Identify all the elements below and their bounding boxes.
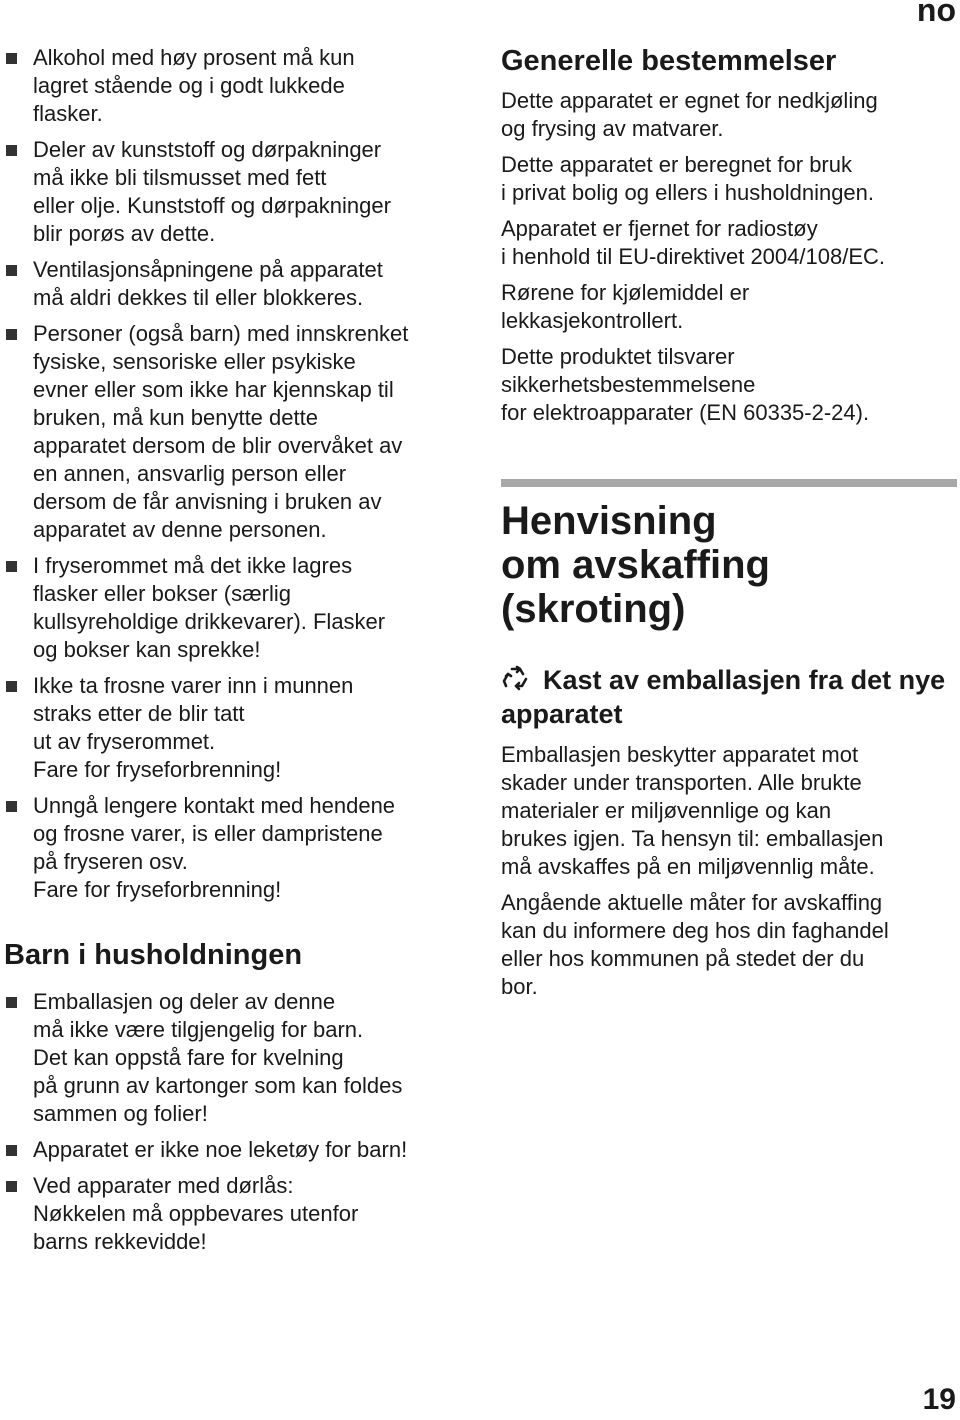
packaging-paragraph: Emballasjen beskytter apparatet mot skader under transporten. Alle brukte materialer er miljøvennlige og kan brukes igjen. Ta hensyn til: emballasjen må avskaffes på en miljøvennlig måte. bbox=[501, 742, 884, 879]
language-code: no bbox=[916, 0, 956, 28]
bullet-square-icon bbox=[6, 681, 17, 692]
children-list bbox=[4, 988, 464, 1256]
list-item-text: Ventilasjonsåpningene på apparatet må aldri dekkes til eller blokkeres. bbox=[33, 257, 383, 310]
list-item bbox=[4, 320, 464, 544]
list-item-text: Apparatet er ikke noe leketøy for barn! bbox=[33, 1137, 408, 1162]
bullet-square-icon bbox=[6, 997, 17, 1008]
bullet-square-icon bbox=[6, 145, 17, 156]
bullet-square-icon bbox=[6, 561, 17, 572]
right-column bbox=[501, 44, 957, 1009]
packaging-paragraph: Angående aktuelle måter for avskaffing kan du informere deg hos din faghandel eller hos kommunen på stedet der du bor. bbox=[501, 890, 889, 999]
list-item-text: Alkohol med høy prosent må kun lagret stående og i godt lukkede flasker. bbox=[33, 45, 355, 126]
general-paragraph: Rørene for kjølemiddel er lekkasjekontrollert. bbox=[501, 280, 750, 333]
general-paragraph: Apparatet er fjernet for radiostøy i henhold til EU-direktivet 2004/108/EC. bbox=[501, 216, 885, 269]
page-number: 19 bbox=[922, 1383, 956, 1416]
children-heading: Barn i husholdningen bbox=[4, 939, 303, 971]
list-item bbox=[4, 988, 464, 1128]
list-item bbox=[4, 136, 464, 248]
list-item-text: Ved apparater med dørlås: Nøkkelen må oppbevares utenfor barns rekkevidde! bbox=[33, 1173, 359, 1254]
list-item-text: I fryserommet må det ikke lagres flasker eller bokser (særlig kullsyreholdige drikkevarer). Flasker og bokser kan sprekke! bbox=[33, 553, 386, 662]
bullet-square-icon bbox=[6, 329, 17, 340]
list-item bbox=[4, 1172, 464, 1256]
list-item-text: Unngå lengere kontakt med hendene og frosne varer, is eller dampristene på fryseren osv. Fare for fryseforbrenning! bbox=[33, 793, 396, 902]
recycle-icon bbox=[501, 664, 531, 694]
list-item bbox=[4, 1136, 464, 1164]
bullet-square-icon bbox=[6, 265, 17, 276]
list-item-text: Emballasjen og deler av denne må ikke være tilgjengelig for barn. Det kan oppstå fare for kvelning på grunn av kartonger som kan foldes sammen og folier! bbox=[33, 989, 403, 1126]
left-column bbox=[4, 44, 464, 1264]
list-item bbox=[4, 256, 464, 312]
general-paragraph: Dette produktet tilsvarer sikkerhetsbestemmelsene for elektroapparater (EN 60335-2-24). bbox=[501, 344, 870, 425]
list-item-text: Ikke ta frosne varer inn i munnen straks etter de blir tatt ut av fryserommet. Fare for fryseforbrenning! bbox=[33, 673, 354, 782]
general-paragraph: Dette apparatet er beregnet for bruk i privat bolig og ellers i husholdningen. bbox=[501, 152, 875, 205]
list-item-text: Personer (også barn) med innskrenket fysiske, sensoriske eller psykiske evner eller som ikke har kjennskap til bruken, må kun benytte dette apparatet dersom de blir overvåket av en annen, ansvarlig person eller dersom de får anvisning i bruken av apparatet av denne personen. bbox=[33, 321, 409, 542]
general-paragraph: Dette apparatet er egnet for nedkjøling og frysing av matvarer. bbox=[501, 88, 878, 141]
list-item bbox=[4, 792, 464, 904]
list-item-text: Deler av kunststoff og dørpakninger må ikke bli tilsmusset med fett eller olje. Kunststoff og dørpakninger blir porøs av dette. bbox=[33, 137, 391, 246]
packaging-heading: Kast av emballasjen fra det nye apparatet bbox=[501, 665, 946, 729]
general-heading: Generelle bestemmelser bbox=[501, 45, 837, 77]
list-item bbox=[4, 672, 464, 784]
section-divider bbox=[501, 479, 957, 487]
bullet-square-icon bbox=[6, 1145, 17, 1156]
safety-warnings-list bbox=[4, 44, 464, 904]
disposal-heading: Henvisning om avskaffing (skroting) bbox=[501, 499, 770, 631]
bullet-square-icon bbox=[6, 801, 17, 812]
bullet-square-icon bbox=[6, 53, 17, 64]
packaging-heading-block bbox=[501, 663, 957, 731]
list-item bbox=[4, 44, 464, 128]
bullet-square-icon bbox=[6, 1181, 17, 1192]
list-item bbox=[4, 552, 464, 664]
